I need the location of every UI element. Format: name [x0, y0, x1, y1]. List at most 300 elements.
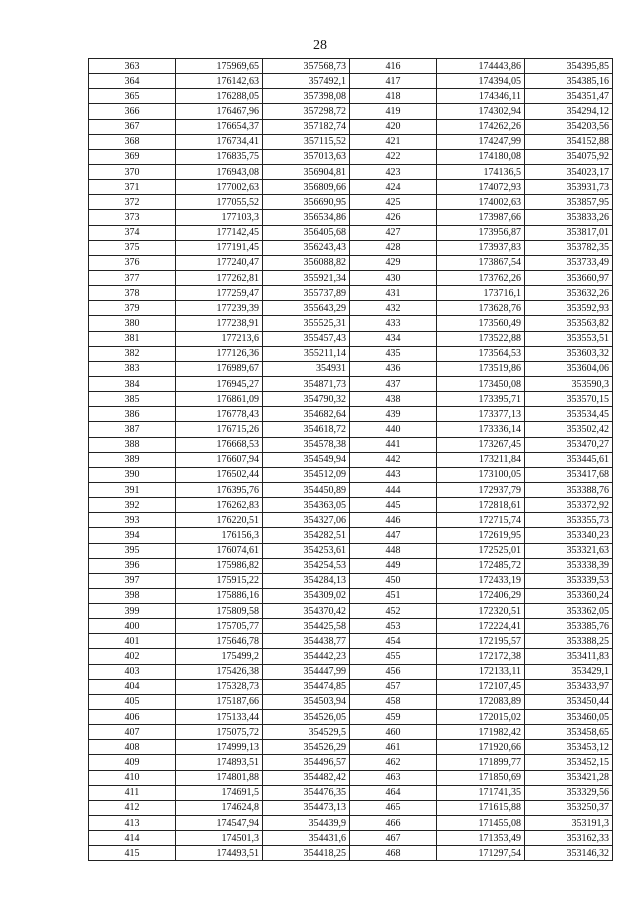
point-number-left: 370 — [89, 164, 176, 179]
y-coordinate-right: 353385,76 — [525, 619, 613, 634]
y-coordinate-right: 353534,45 — [525, 407, 613, 422]
x-coordinate-left: 176734,41 — [176, 134, 263, 149]
x-coordinate-right: 173395,71 — [437, 392, 525, 407]
x-coordinate-left: 175499,2 — [176, 649, 263, 664]
y-coordinate-right: 354351,47 — [525, 89, 613, 104]
x-coordinate-left: 174493,51 — [176, 846, 263, 861]
y-coordinate-left: 354474,85 — [263, 679, 350, 694]
y-coordinate-right: 353660,97 — [525, 270, 613, 285]
x-coordinate-right: 172015,02 — [437, 710, 525, 725]
y-coordinate-right: 353338,39 — [525, 558, 613, 573]
x-coordinate-left: 175886,16 — [176, 588, 263, 603]
point-number-right: 431 — [350, 286, 437, 301]
y-coordinate-left: 357568,73 — [263, 59, 350, 74]
x-coordinate-right: 172224,41 — [437, 619, 525, 634]
y-coordinate-left: 354431,6 — [263, 831, 350, 846]
y-coordinate-left: 355525,31 — [263, 316, 350, 331]
y-coordinate-right: 353833,26 — [525, 210, 613, 225]
point-number-right: 447 — [350, 528, 437, 543]
table-row — [89, 694, 613, 709]
x-coordinate-right: 173628,76 — [437, 301, 525, 316]
y-coordinate-right: 354294,12 — [525, 104, 613, 119]
x-coordinate-right: 173450,08 — [437, 376, 525, 391]
point-number-right: 425 — [350, 195, 437, 210]
x-coordinate-right: 172406,29 — [437, 588, 525, 603]
x-coordinate-right: 172172,38 — [437, 649, 525, 664]
x-coordinate-left: 176156,3 — [176, 528, 263, 543]
y-coordinate-left: 356405,68 — [263, 225, 350, 240]
y-coordinate-left: 354370,42 — [263, 604, 350, 619]
point-number-left: 392 — [89, 498, 176, 513]
x-coordinate-right: 172619,95 — [437, 528, 525, 543]
x-coordinate-right: 171920,66 — [437, 740, 525, 755]
point-number-left: 390 — [89, 467, 176, 482]
point-number-right: 439 — [350, 407, 437, 422]
y-coordinate-right: 353458,65 — [525, 725, 613, 740]
table-row — [89, 119, 613, 134]
x-coordinate-right: 172107,45 — [437, 679, 525, 694]
y-coordinate-left: 357182,74 — [263, 119, 350, 134]
y-coordinate-left: 354790,32 — [263, 392, 350, 407]
y-coordinate-right: 353388,25 — [525, 634, 613, 649]
table-row — [89, 164, 613, 179]
table-row — [89, 225, 613, 240]
point-number-right: 461 — [350, 740, 437, 755]
point-number-right: 445 — [350, 498, 437, 513]
y-coordinate-right: 353421,28 — [525, 770, 613, 785]
y-coordinate-right: 353388,76 — [525, 482, 613, 497]
table-row — [89, 195, 613, 210]
point-number-left: 377 — [89, 270, 176, 285]
point-number-right: 458 — [350, 694, 437, 709]
x-coordinate-left: 177126,36 — [176, 346, 263, 361]
point-number-left: 407 — [89, 725, 176, 740]
x-coordinate-right: 171455,08 — [437, 816, 525, 831]
y-coordinate-left: 354327,06 — [263, 513, 350, 528]
x-coordinate-left: 175133,44 — [176, 710, 263, 725]
point-number-right: 435 — [350, 346, 437, 361]
point-number-left: 413 — [89, 816, 176, 831]
point-number-right: 440 — [350, 422, 437, 437]
x-coordinate-right: 173267,45 — [437, 437, 525, 452]
x-coordinate-right: 174262,26 — [437, 119, 525, 134]
point-number-left: 406 — [89, 710, 176, 725]
x-coordinate-right: 171899,77 — [437, 755, 525, 770]
point-number-left: 374 — [89, 225, 176, 240]
point-number-left: 394 — [89, 528, 176, 543]
x-coordinate-left: 176654,37 — [176, 119, 263, 134]
table-row — [89, 331, 613, 346]
y-coordinate-right: 353146,32 — [525, 846, 613, 861]
y-coordinate-right: 353817,01 — [525, 225, 613, 240]
y-coordinate-right: 353453,12 — [525, 740, 613, 755]
table-row — [89, 785, 613, 800]
x-coordinate-left: 175809,58 — [176, 604, 263, 619]
table-row — [89, 800, 613, 815]
point-number-left: 384 — [89, 376, 176, 391]
point-number-right: 416 — [350, 59, 437, 74]
point-number-left: 363 — [89, 59, 176, 74]
x-coordinate-left: 175969,65 — [176, 59, 263, 74]
table-row — [89, 149, 613, 164]
point-number-left: 378 — [89, 286, 176, 301]
y-coordinate-left: 354254,53 — [263, 558, 350, 573]
point-number-left: 376 — [89, 255, 176, 270]
x-coordinate-right: 173211,84 — [437, 452, 525, 467]
point-number-left: 412 — [89, 800, 176, 815]
point-number-right: 430 — [350, 270, 437, 285]
table-row — [89, 619, 613, 634]
x-coordinate-left: 174501,3 — [176, 831, 263, 846]
point-number-right: 459 — [350, 710, 437, 725]
table-row — [89, 543, 613, 558]
point-number-left: 387 — [89, 422, 176, 437]
y-coordinate-left: 354282,51 — [263, 528, 350, 543]
point-number-right: 421 — [350, 134, 437, 149]
point-number-left: 409 — [89, 755, 176, 770]
table-row — [89, 316, 613, 331]
y-coordinate-left: 357298,72 — [263, 104, 350, 119]
y-coordinate-right: 354395,85 — [525, 59, 613, 74]
y-coordinate-right: 353563,82 — [525, 316, 613, 331]
table-row — [89, 361, 613, 376]
table-row — [89, 528, 613, 543]
table-row — [89, 725, 613, 740]
y-coordinate-right: 353782,35 — [525, 240, 613, 255]
x-coordinate-right: 172525,01 — [437, 543, 525, 558]
y-coordinate-left: 357013,63 — [263, 149, 350, 164]
x-coordinate-left: 177239,39 — [176, 301, 263, 316]
x-coordinate-left: 177191,45 — [176, 240, 263, 255]
x-coordinate-left: 176142,63 — [176, 74, 263, 89]
y-coordinate-left: 356904,81 — [263, 164, 350, 179]
y-coordinate-right: 354152,88 — [525, 134, 613, 149]
y-coordinate-left: 354447,99 — [263, 664, 350, 679]
x-coordinate-right: 171353,49 — [437, 831, 525, 846]
x-coordinate-right: 174394,05 — [437, 74, 525, 89]
table-row — [89, 376, 613, 391]
point-number-right: 433 — [350, 316, 437, 331]
x-coordinate-left: 177213,6 — [176, 331, 263, 346]
x-coordinate-left: 175986,82 — [176, 558, 263, 573]
point-number-left: 414 — [89, 831, 176, 846]
y-coordinate-left: 354529,5 — [263, 725, 350, 740]
point-number-right: 462 — [350, 755, 437, 770]
x-coordinate-left: 176715,26 — [176, 422, 263, 437]
x-coordinate-left: 176835,75 — [176, 149, 263, 164]
x-coordinate-left: 176989,67 — [176, 361, 263, 376]
x-coordinate-right: 171615,88 — [437, 800, 525, 815]
y-coordinate-right: 353250,37 — [525, 800, 613, 815]
point-number-right: 468 — [350, 846, 437, 861]
y-coordinate-left: 354309,02 — [263, 588, 350, 603]
x-coordinate-left: 177142,45 — [176, 225, 263, 240]
table-row — [89, 301, 613, 316]
point-number-left: 385 — [89, 392, 176, 407]
coordinates-table — [88, 58, 613, 861]
table-row — [89, 59, 613, 74]
point-number-right: 450 — [350, 573, 437, 588]
table-row — [89, 604, 613, 619]
point-number-left: 405 — [89, 694, 176, 709]
point-number-right: 422 — [350, 149, 437, 164]
point-number-left: 389 — [89, 452, 176, 467]
point-number-right: 438 — [350, 392, 437, 407]
y-coordinate-right: 353604,06 — [525, 361, 613, 376]
y-coordinate-right: 353857,95 — [525, 195, 613, 210]
y-coordinate-right: 354075,92 — [525, 149, 613, 164]
point-number-right: 467 — [350, 831, 437, 846]
point-number-right: 457 — [350, 679, 437, 694]
x-coordinate-right: 173956,87 — [437, 225, 525, 240]
x-coordinate-left: 174893,51 — [176, 755, 263, 770]
x-coordinate-left: 176467,96 — [176, 104, 263, 119]
table-row — [89, 649, 613, 664]
point-number-right: 446 — [350, 513, 437, 528]
y-coordinate-right: 353553,51 — [525, 331, 613, 346]
y-coordinate-right: 353429,1 — [525, 664, 613, 679]
point-number-right: 455 — [350, 649, 437, 664]
x-coordinate-right: 172133,11 — [437, 664, 525, 679]
table-row — [89, 422, 613, 437]
x-coordinate-left: 176288,05 — [176, 89, 263, 104]
x-coordinate-left: 177259,47 — [176, 286, 263, 301]
y-coordinate-left: 354578,38 — [263, 437, 350, 452]
point-number-right: 443 — [350, 467, 437, 482]
y-coordinate-right: 353191,3 — [525, 816, 613, 831]
y-coordinate-left: 355643,29 — [263, 301, 350, 316]
y-coordinate-right: 354023,17 — [525, 164, 613, 179]
point-number-left: 373 — [89, 210, 176, 225]
y-coordinate-left: 354418,25 — [263, 846, 350, 861]
y-coordinate-right: 353450,44 — [525, 694, 613, 709]
table-row — [89, 679, 613, 694]
point-number-right: 426 — [350, 210, 437, 225]
x-coordinate-left: 176945,27 — [176, 376, 263, 391]
point-number-right: 429 — [350, 255, 437, 270]
table-row — [89, 831, 613, 846]
table-row — [89, 452, 613, 467]
table-row — [89, 482, 613, 497]
x-coordinate-right: 173560,49 — [437, 316, 525, 331]
point-number-left: 365 — [89, 89, 176, 104]
table-row — [89, 255, 613, 270]
x-coordinate-right: 174002,63 — [437, 195, 525, 210]
x-coordinate-left: 176668,53 — [176, 437, 263, 452]
point-number-left: 402 — [89, 649, 176, 664]
y-coordinate-left: 354503,94 — [263, 694, 350, 709]
y-coordinate-right: 353339,53 — [525, 573, 613, 588]
x-coordinate-right: 172320,51 — [437, 604, 525, 619]
y-coordinate-left: 354425,58 — [263, 619, 350, 634]
x-coordinate-left: 175646,78 — [176, 634, 263, 649]
point-number-left: 403 — [89, 664, 176, 679]
point-number-left: 380 — [89, 316, 176, 331]
x-coordinate-left: 176502,44 — [176, 467, 263, 482]
coordinates-table-body — [89, 59, 613, 861]
table-row — [89, 513, 613, 528]
point-number-left: 395 — [89, 543, 176, 558]
point-number-right: 449 — [350, 558, 437, 573]
table-row — [89, 467, 613, 482]
table-row — [89, 89, 613, 104]
y-coordinate-right: 353417,68 — [525, 467, 613, 482]
point-number-left: 386 — [89, 407, 176, 422]
y-coordinate-right: 353452,15 — [525, 755, 613, 770]
y-coordinate-right: 354203,56 — [525, 119, 613, 134]
point-number-right: 437 — [350, 376, 437, 391]
y-coordinate-left: 355211,14 — [263, 346, 350, 361]
y-coordinate-left: 356243,43 — [263, 240, 350, 255]
y-coordinate-right: 353502,42 — [525, 422, 613, 437]
x-coordinate-left: 176607,94 — [176, 452, 263, 467]
point-number-right: 454 — [350, 634, 437, 649]
x-coordinate-right: 173762,26 — [437, 270, 525, 285]
x-coordinate-left: 177055,52 — [176, 195, 263, 210]
table-row — [89, 74, 613, 89]
table-row — [89, 346, 613, 361]
y-coordinate-right: 353460,05 — [525, 710, 613, 725]
table-row — [89, 286, 613, 301]
x-coordinate-left: 175426,38 — [176, 664, 263, 679]
y-coordinate-right: 353733,49 — [525, 255, 613, 270]
x-coordinate-right: 172195,57 — [437, 634, 525, 649]
x-coordinate-right: 174180,08 — [437, 149, 525, 164]
point-number-left: 410 — [89, 770, 176, 785]
point-number-right: 441 — [350, 437, 437, 452]
y-coordinate-right: 353603,32 — [525, 346, 613, 361]
point-number-left: 366 — [89, 104, 176, 119]
y-coordinate-left: 354473,13 — [263, 800, 350, 815]
x-coordinate-left: 175915,22 — [176, 573, 263, 588]
point-number-right: 451 — [350, 588, 437, 603]
y-coordinate-right: 353411,83 — [525, 649, 613, 664]
table-row — [89, 558, 613, 573]
table-row — [89, 437, 613, 452]
x-coordinate-left: 177240,47 — [176, 255, 263, 270]
point-number-left: 400 — [89, 619, 176, 634]
x-coordinate-right: 173564,53 — [437, 346, 525, 361]
table-row — [89, 498, 613, 513]
point-number-left: 398 — [89, 588, 176, 603]
x-coordinate-left: 177262,81 — [176, 270, 263, 285]
point-number-left: 369 — [89, 149, 176, 164]
x-coordinate-right: 172485,72 — [437, 558, 525, 573]
table-row — [89, 634, 613, 649]
x-coordinate-left: 175075,72 — [176, 725, 263, 740]
x-coordinate-right: 171982,42 — [437, 725, 525, 740]
table-row — [89, 240, 613, 255]
point-number-right: 428 — [350, 240, 437, 255]
x-coordinate-right: 172937,79 — [437, 482, 525, 497]
point-number-right: 448 — [350, 543, 437, 558]
x-coordinate-right: 173519,86 — [437, 361, 525, 376]
x-coordinate-left: 176074,61 — [176, 543, 263, 558]
y-coordinate-left: 354682,64 — [263, 407, 350, 422]
y-coordinate-right: 353592,93 — [525, 301, 613, 316]
point-number-left: 382 — [89, 346, 176, 361]
x-coordinate-left: 176220,51 — [176, 513, 263, 528]
y-coordinate-left: 355737,89 — [263, 286, 350, 301]
x-coordinate-left: 176943,08 — [176, 164, 263, 179]
table-row — [89, 573, 613, 588]
point-number-left: 396 — [89, 558, 176, 573]
x-coordinate-left: 177238,91 — [176, 316, 263, 331]
x-coordinate-left: 176395,76 — [176, 482, 263, 497]
x-coordinate-right: 174072,93 — [437, 180, 525, 195]
point-number-right: 456 — [350, 664, 437, 679]
point-number-right: 432 — [350, 301, 437, 316]
y-coordinate-right: 353362,05 — [525, 604, 613, 619]
point-number-right: 444 — [350, 482, 437, 497]
point-number-left: 368 — [89, 134, 176, 149]
point-number-right: 463 — [350, 770, 437, 785]
point-number-right: 417 — [350, 74, 437, 89]
y-coordinate-right: 353329,56 — [525, 785, 613, 800]
y-coordinate-left: 355921,34 — [263, 270, 350, 285]
y-coordinate-left: 354482,42 — [263, 770, 350, 785]
x-coordinate-right: 171850,69 — [437, 770, 525, 785]
table-row — [89, 740, 613, 755]
point-number-left: 379 — [89, 301, 176, 316]
point-number-right: 453 — [350, 619, 437, 634]
y-coordinate-right: 353433,97 — [525, 679, 613, 694]
y-coordinate-left: 354526,29 — [263, 740, 350, 755]
y-coordinate-right: 353321,63 — [525, 543, 613, 558]
point-number-left: 375 — [89, 240, 176, 255]
point-number-left: 367 — [89, 119, 176, 134]
y-coordinate-right: 353570,15 — [525, 392, 613, 407]
y-coordinate-right: 353931,73 — [525, 180, 613, 195]
y-coordinate-right: 353632,26 — [525, 286, 613, 301]
y-coordinate-left: 357398,08 — [263, 89, 350, 104]
x-coordinate-right: 172433,19 — [437, 573, 525, 588]
point-number-left: 371 — [89, 180, 176, 195]
x-coordinate-right: 174136,5 — [437, 164, 525, 179]
y-coordinate-left: 354618,72 — [263, 422, 350, 437]
point-number-right: 436 — [350, 361, 437, 376]
x-coordinate-left: 175328,73 — [176, 679, 263, 694]
point-number-left: 408 — [89, 740, 176, 755]
point-number-left: 415 — [89, 846, 176, 861]
table-row — [89, 180, 613, 195]
table-row — [89, 816, 613, 831]
y-coordinate-right: 353355,73 — [525, 513, 613, 528]
y-coordinate-left: 354442,23 — [263, 649, 350, 664]
y-coordinate-right: 353445,61 — [525, 452, 613, 467]
point-number-right: 452 — [350, 604, 437, 619]
y-coordinate-left: 354438,77 — [263, 634, 350, 649]
x-coordinate-left: 174999,13 — [176, 740, 263, 755]
y-coordinate-right: 353372,92 — [525, 498, 613, 513]
x-coordinate-right: 174346,11 — [437, 89, 525, 104]
y-coordinate-left: 354512,09 — [263, 467, 350, 482]
point-number-left: 399 — [89, 604, 176, 619]
x-coordinate-right: 173100,05 — [437, 467, 525, 482]
point-number-left: 404 — [89, 679, 176, 694]
point-number-right: 420 — [350, 119, 437, 134]
point-number-left: 381 — [89, 331, 176, 346]
point-number-left: 372 — [89, 195, 176, 210]
x-coordinate-left: 175187,66 — [176, 694, 263, 709]
y-coordinate-left: 354253,61 — [263, 543, 350, 558]
table-row — [89, 664, 613, 679]
point-number-left: 397 — [89, 573, 176, 588]
point-number-right: 434 — [350, 331, 437, 346]
y-coordinate-left: 357492,1 — [263, 74, 350, 89]
y-coordinate-right: 354385,16 — [525, 74, 613, 89]
point-number-right: 427 — [350, 225, 437, 240]
